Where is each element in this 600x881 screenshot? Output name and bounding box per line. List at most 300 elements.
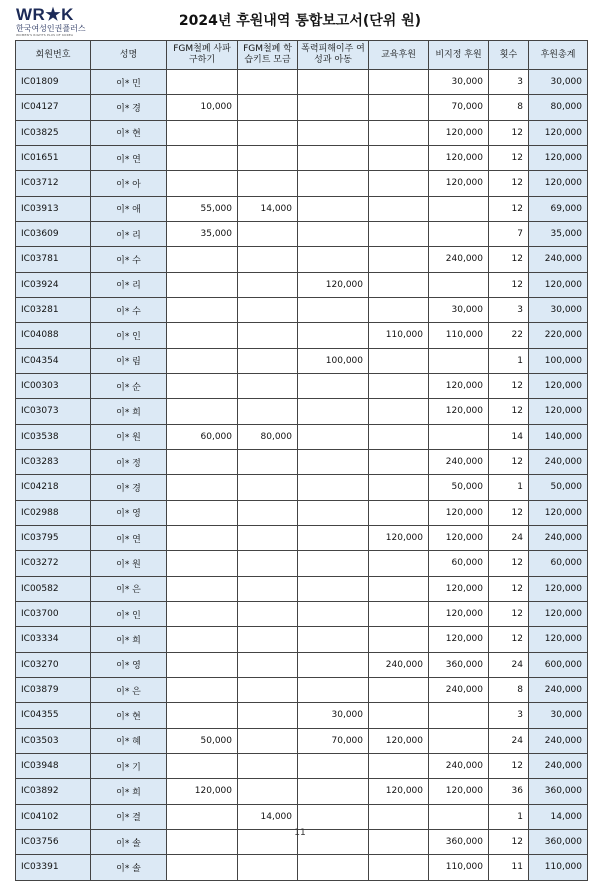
cell-name: 이* 원 [91, 424, 167, 449]
cell-name: 이* 혜 [91, 728, 167, 753]
cell-fgm-kit [238, 272, 298, 297]
cell-fgm-kit: 14,000 [238, 804, 298, 829]
table-row [16, 348, 588, 373]
table-row [16, 70, 588, 95]
cell-migrant-women [298, 70, 369, 95]
cell-count: 11 [489, 855, 529, 880]
cell-education [369, 424, 429, 449]
cell-fgm-rescue [167, 576, 238, 601]
table-row [16, 196, 588, 221]
report-title: 2024년 후원내역 통합보고서(단위 원) [178, 13, 422, 29]
cell-fgm-rescue: 60,000 [167, 424, 238, 449]
cell-education [369, 373, 429, 398]
cell-education: 120,000 [369, 779, 429, 804]
cell-total: 360,000 [529, 829, 588, 854]
cell-education [369, 475, 429, 500]
cell-total: 60,000 [529, 551, 588, 576]
cell-total: 80,000 [529, 95, 588, 120]
table-row [16, 120, 588, 145]
cell-name: 이* 희 [91, 627, 167, 652]
cell-education [369, 196, 429, 221]
cell-fgm-kit [238, 171, 298, 196]
cell-total: 120,000 [529, 399, 588, 424]
cell-fgm-kit [238, 551, 298, 576]
cell-fgm-rescue [167, 703, 238, 728]
cell-undesignated: 50,000 [429, 475, 489, 500]
cell-total: 120,000 [529, 576, 588, 601]
table-row [16, 500, 588, 525]
table-row [16, 373, 588, 398]
cell-fgm-kit [238, 70, 298, 95]
cell-education: 120,000 [369, 525, 429, 550]
cell-fgm-rescue [167, 500, 238, 525]
table-row [16, 399, 588, 424]
donation-table [15, 40, 588, 881]
cell-name: 이* 인 [91, 323, 167, 348]
table-row [16, 424, 588, 449]
cell-fgm-rescue [167, 247, 238, 272]
cell-member-id: IC03334 [16, 627, 91, 652]
cell-fgm-rescue [167, 399, 238, 424]
cell-member-id: IC03609 [16, 221, 91, 246]
cell-count: 3 [489, 70, 529, 95]
cell-fgm-kit [238, 95, 298, 120]
table-row [16, 855, 588, 880]
col-name: 성명 [91, 41, 167, 70]
cell-migrant-women [298, 297, 369, 322]
cell-fgm-rescue [167, 449, 238, 474]
cell-count: 12 [489, 399, 529, 424]
cell-count: 8 [489, 95, 529, 120]
cell-name: 이* 은 [91, 576, 167, 601]
cell-fgm-kit [238, 145, 298, 170]
cell-fgm-rescue [167, 171, 238, 196]
cell-count: 7 [489, 221, 529, 246]
cell-fgm-rescue: 35,000 [167, 221, 238, 246]
cell-education: 110,000 [369, 323, 429, 348]
cell-migrant-women [298, 627, 369, 652]
cell-fgm-rescue [167, 70, 238, 95]
cell-member-id: IC03283 [16, 449, 91, 474]
table-row [16, 475, 588, 500]
cell-education [369, 399, 429, 424]
cell-undesignated [429, 272, 489, 297]
cell-total: 35,000 [529, 221, 588, 246]
cell-member-id: IC04218 [16, 475, 91, 500]
table-row [16, 728, 588, 753]
cell-count: 1 [489, 804, 529, 829]
cell-education [369, 601, 429, 626]
table-row [16, 601, 588, 626]
table-row [16, 627, 588, 652]
cell-count: 3 [489, 297, 529, 322]
cell-education [369, 551, 429, 576]
cell-undesignated: 360,000 [429, 652, 489, 677]
cell-education [369, 297, 429, 322]
table-row [16, 804, 588, 829]
cell-name: 이* 기 [91, 753, 167, 778]
cell-fgm-kit [238, 703, 298, 728]
cell-undesignated: 240,000 [429, 247, 489, 272]
table-row [16, 272, 588, 297]
logo-wordmark: WR★K [16, 5, 74, 24]
cell-name: 이* 솔 [91, 855, 167, 880]
cell-education [369, 120, 429, 145]
col-undesignated: 비지정 후원 [429, 41, 489, 70]
cell-undesignated: 120,000 [429, 120, 489, 145]
cell-migrant-women [298, 373, 369, 398]
cell-member-id: IC01809 [16, 70, 91, 95]
cell-member-id: IC03700 [16, 601, 91, 626]
cell-migrant-women [298, 424, 369, 449]
cell-member-id: IC03391 [16, 855, 91, 880]
cell-name: 이* 연 [91, 525, 167, 550]
cell-name: 이* 민 [91, 70, 167, 95]
cell-total: 30,000 [529, 70, 588, 95]
cell-fgm-rescue [167, 323, 238, 348]
cell-undesignated [429, 196, 489, 221]
cell-education [369, 500, 429, 525]
cell-migrant-women [298, 221, 369, 246]
cell-count: 24 [489, 728, 529, 753]
cell-fgm-kit [238, 627, 298, 652]
cell-undesignated [429, 424, 489, 449]
cell-total: 240,000 [529, 677, 588, 702]
cell-total: 30,000 [529, 703, 588, 728]
cell-undesignated: 120,000 [429, 627, 489, 652]
cell-fgm-kit [238, 221, 298, 246]
cell-fgm-rescue [167, 804, 238, 829]
cell-education [369, 576, 429, 601]
cell-name: 이* 희 [91, 779, 167, 804]
col-total: 후원총계 [529, 41, 588, 70]
col-count: 횟수 [489, 41, 529, 70]
cell-undesignated [429, 804, 489, 829]
cell-member-id: IC03892 [16, 779, 91, 804]
page-number: 11 [294, 828, 306, 838]
cell-fgm-kit [238, 500, 298, 525]
cell-undesignated: 120,000 [429, 500, 489, 525]
cell-fgm-kit: 14,000 [238, 196, 298, 221]
cell-member-id: IC03270 [16, 652, 91, 677]
cell-total: 360,000 [529, 779, 588, 804]
cell-undesignated: 30,000 [429, 70, 489, 95]
cell-count: 8 [489, 677, 529, 702]
cell-count: 22 [489, 323, 529, 348]
cell-education [369, 145, 429, 170]
cell-total: 120,000 [529, 500, 588, 525]
cell-education [369, 95, 429, 120]
cell-name: 이* 인 [91, 601, 167, 626]
cell-total: 14,000 [529, 804, 588, 829]
cell-total: 140,000 [529, 424, 588, 449]
cell-migrant-women: 70,000 [298, 728, 369, 753]
cell-total: 69,000 [529, 196, 588, 221]
logo-english: WOMEN'S RIGHTS PLUS OF KOREA [16, 33, 74, 37]
cell-name: 이* 정 [91, 449, 167, 474]
cell-fgm-kit [238, 247, 298, 272]
table-row [16, 576, 588, 601]
cell-member-id: IC04088 [16, 323, 91, 348]
cell-name: 이* 순 [91, 373, 167, 398]
cell-migrant-women [298, 525, 369, 550]
table-row [16, 449, 588, 474]
cell-migrant-women [298, 855, 369, 880]
cell-fgm-kit [238, 297, 298, 322]
cell-fgm-rescue [167, 297, 238, 322]
cell-name: 이* 애 [91, 196, 167, 221]
cell-count: 12 [489, 120, 529, 145]
cell-migrant-women [298, 601, 369, 626]
cell-name: 이* 현 [91, 120, 167, 145]
cell-undesignated: 120,000 [429, 525, 489, 550]
table-row [16, 753, 588, 778]
table-body [16, 70, 588, 881]
cell-undesignated: 120,000 [429, 601, 489, 626]
cell-migrant-women [298, 399, 369, 424]
cell-fgm-rescue [167, 601, 238, 626]
cell-undesignated: 360,000 [429, 829, 489, 854]
cell-undesignated: 120,000 [429, 779, 489, 804]
cell-undesignated: 240,000 [429, 677, 489, 702]
cell-fgm-kit [238, 348, 298, 373]
cell-undesignated [429, 221, 489, 246]
cell-undesignated: 240,000 [429, 753, 489, 778]
cell-migrant-women: 30,000 [298, 703, 369, 728]
cell-member-id: IC04127 [16, 95, 91, 120]
cell-count: 12 [489, 576, 529, 601]
cell-name: 이* 희 [91, 399, 167, 424]
cell-member-id: IC03756 [16, 829, 91, 854]
table-row [16, 551, 588, 576]
cell-count: 24 [489, 525, 529, 550]
cell-fgm-kit [238, 373, 298, 398]
cell-count: 12 [489, 145, 529, 170]
cell-member-id: IC03795 [16, 525, 91, 550]
cell-education: 240,000 [369, 652, 429, 677]
cell-total: 120,000 [529, 272, 588, 297]
cell-total: 100,000 [529, 348, 588, 373]
cell-total: 600,000 [529, 652, 588, 677]
table-row [16, 703, 588, 728]
cell-name: 이* 리 [91, 221, 167, 246]
cell-fgm-rescue [167, 652, 238, 677]
cell-count: 14 [489, 424, 529, 449]
cell-education [369, 449, 429, 474]
cell-education [369, 171, 429, 196]
cell-name: 이* 영 [91, 500, 167, 525]
cell-count: 36 [489, 779, 529, 804]
table-row [16, 297, 588, 322]
cell-undesignated: 120,000 [429, 576, 489, 601]
cell-count: 12 [489, 196, 529, 221]
cell-total: 240,000 [529, 728, 588, 753]
col-member-id: 회원번호 [16, 41, 91, 70]
cell-fgm-kit [238, 120, 298, 145]
cell-member-id: IC03272 [16, 551, 91, 576]
cell-migrant-women [298, 500, 369, 525]
cell-member-id: IC03712 [16, 171, 91, 196]
cell-fgm-rescue [167, 525, 238, 550]
cell-name: 이* 수 [91, 297, 167, 322]
cell-member-id: IC04102 [16, 804, 91, 829]
cell-migrant-women: 120,000 [298, 272, 369, 297]
cell-total: 120,000 [529, 145, 588, 170]
cell-count: 12 [489, 753, 529, 778]
cell-total: 120,000 [529, 601, 588, 626]
table-row [16, 779, 588, 804]
cell-name: 이* 원 [91, 551, 167, 576]
cell-member-id: IC03503 [16, 728, 91, 753]
cell-name: 이* 결 [91, 804, 167, 829]
cell-fgm-kit [238, 576, 298, 601]
cell-count: 12 [489, 247, 529, 272]
cell-fgm-kit [238, 525, 298, 550]
cell-undesignated: 70,000 [429, 95, 489, 120]
cell-fgm-rescue [167, 272, 238, 297]
cell-member-id: IC03073 [16, 399, 91, 424]
cell-education [369, 753, 429, 778]
cell-count: 12 [489, 171, 529, 196]
cell-member-id: IC03948 [16, 753, 91, 778]
cell-fgm-rescue [167, 753, 238, 778]
cell-migrant-women [298, 95, 369, 120]
cell-fgm-rescue [167, 855, 238, 880]
cell-name: 이* 아 [91, 171, 167, 196]
cell-fgm-rescue [167, 373, 238, 398]
cell-undesignated: 110,000 [429, 323, 489, 348]
cell-total: 120,000 [529, 373, 588, 398]
cell-count: 12 [489, 601, 529, 626]
cell-member-id: IC01651 [16, 145, 91, 170]
cell-migrant-women [298, 196, 369, 221]
cell-fgm-kit [238, 677, 298, 702]
cell-total: 240,000 [529, 753, 588, 778]
cell-fgm-rescue [167, 348, 238, 373]
cell-migrant-women [298, 677, 369, 702]
cell-undesignated: 120,000 [429, 171, 489, 196]
cell-member-id: IC04354 [16, 348, 91, 373]
cell-migrant-women [298, 145, 369, 170]
cell-total: 110,000 [529, 855, 588, 880]
cell-count: 12 [489, 627, 529, 652]
cell-total: 240,000 [529, 525, 588, 550]
cell-member-id: IC03825 [16, 120, 91, 145]
cell-total: 50,000 [529, 475, 588, 500]
cell-undesignated: 60,000 [429, 551, 489, 576]
cell-migrant-women [298, 323, 369, 348]
col-fgm-rescue: FGM철폐 사파구하기 [167, 41, 238, 70]
cell-education [369, 247, 429, 272]
cell-name: 이* 리 [91, 272, 167, 297]
cell-name: 이* 경 [91, 95, 167, 120]
cell-fgm-rescue [167, 145, 238, 170]
cell-total: 30,000 [529, 297, 588, 322]
cell-name: 이* 수 [91, 247, 167, 272]
col-migrant-women: 폭력피해이주 여성과 아동 [298, 41, 369, 70]
col-education: 교육후원 [369, 41, 429, 70]
table-row [16, 171, 588, 196]
cell-fgm-kit [238, 779, 298, 804]
cell-fgm-rescue [167, 120, 238, 145]
cell-undesignated: 240,000 [429, 449, 489, 474]
cell-education [369, 677, 429, 702]
cell-fgm-kit [238, 753, 298, 778]
cell-fgm-rescue [167, 677, 238, 702]
col-fgm-kit: FGM철폐 학습키트 모금 [238, 41, 298, 70]
cell-member-id: IC03924 [16, 272, 91, 297]
cell-name: 이* 경 [91, 475, 167, 500]
cell-member-id: IC03538 [16, 424, 91, 449]
cell-name: 이* 솔 [91, 829, 167, 854]
cell-education [369, 70, 429, 95]
cell-member-id: IC00582 [16, 576, 91, 601]
cell-fgm-kit [238, 399, 298, 424]
cell-fgm-kit [238, 652, 298, 677]
cell-count: 12 [489, 551, 529, 576]
cell-name: 이* 영 [91, 652, 167, 677]
cell-fgm-rescue [167, 551, 238, 576]
cell-education [369, 221, 429, 246]
cell-member-id: IC03781 [16, 247, 91, 272]
cell-migrant-women [298, 120, 369, 145]
cell-total: 120,000 [529, 627, 588, 652]
cell-undesignated: 110,000 [429, 855, 489, 880]
table-row [16, 677, 588, 702]
cell-fgm-kit [238, 449, 298, 474]
cell-undesignated: 120,000 [429, 373, 489, 398]
cell-migrant-women [298, 449, 369, 474]
cell-fgm-kit [238, 855, 298, 880]
cell-education [369, 804, 429, 829]
cell-count: 3 [489, 703, 529, 728]
cell-name: 이* 연 [91, 145, 167, 170]
cell-name: 이* 림 [91, 348, 167, 373]
cell-migrant-women [298, 576, 369, 601]
cell-count: 12 [489, 500, 529, 525]
cell-count: 12 [489, 272, 529, 297]
cell-undesignated [429, 348, 489, 373]
cell-migrant-women [298, 753, 369, 778]
cell-member-id: IC03281 [16, 297, 91, 322]
cell-total: 120,000 [529, 120, 588, 145]
table-row [16, 247, 588, 272]
cell-count: 24 [489, 652, 529, 677]
cell-migrant-women [298, 804, 369, 829]
cell-undesignated: 30,000 [429, 297, 489, 322]
table-header-row [16, 41, 588, 70]
cell-total: 220,000 [529, 323, 588, 348]
table-row [16, 145, 588, 170]
cell-member-id: IC03879 [16, 677, 91, 702]
table-row [16, 525, 588, 550]
table-row [16, 95, 588, 120]
table-row [16, 221, 588, 246]
cell-member-id: IC04355 [16, 703, 91, 728]
cell-name: 이* 은 [91, 677, 167, 702]
cell-migrant-women [298, 475, 369, 500]
cell-education: 120,000 [369, 728, 429, 753]
cell-member-id: IC03913 [16, 196, 91, 221]
cell-member-id: IC02988 [16, 500, 91, 525]
cell-undesignated: 120,000 [429, 399, 489, 424]
cell-fgm-kit: 80,000 [238, 424, 298, 449]
cell-migrant-women [298, 171, 369, 196]
cell-fgm-rescue: 55,000 [167, 196, 238, 221]
cell-migrant-women [298, 247, 369, 272]
cell-count: 1 [489, 348, 529, 373]
cell-education [369, 348, 429, 373]
